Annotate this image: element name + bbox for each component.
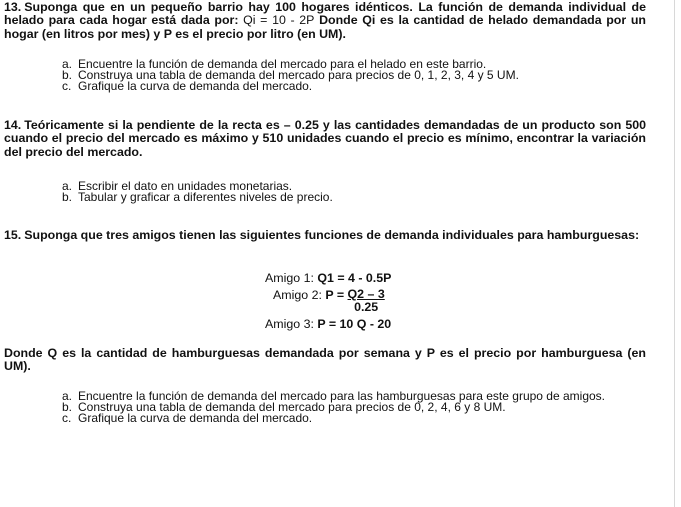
list-item: b. Construya una tabla de demanda del mercado para precios de 0, 2, 4, 6 y 8 UM. (62, 400, 506, 414)
question-14 (4, 119, 646, 159)
question-13-formula: Qi = 10 - 2P (243, 13, 315, 28)
list-item: c. Grafique la curva de demanda del mercado. (62, 79, 313, 93)
amigo-1-equation: Amigo 1: Q1 = 4 - 0.5P (265, 271, 392, 285)
question-13-number: 13. (4, 0, 22, 14)
amigo-2-fraction: $\frac{Q2 - 3}{0.25}$ (347, 287, 385, 314)
question-15-number: 15. (4, 228, 22, 242)
question-15-text-after: Donde Q es la cantidad de hamburguesas demandada por semana y P es el precio por hamburguesa (en UM). (4, 346, 646, 374)
question-14-subitems (62, 181, 662, 203)
page-edge-divider (674, 0, 675, 507)
question-13-text-2: Donde Qi es la cantidad de helado demandada por un hogar (en litros por mes) y P es el precio por litro (en UM). (4, 13, 646, 41)
question-14-number: 14. (4, 118, 22, 132)
question-14-text: Teóricamente si la pendiente de la recta es – 0.25 y las cantidades demandadas de un producto son 500 cuando el precio del mercado es máximo y 510 unidades cuando el precio es mínimo, encontrar la variación del precio del mercado. (4, 118, 646, 159)
list-item: b. Tabular y graficar a diferentes niveles de precio. (62, 190, 333, 204)
list-item: a. Escribir el dato en unidades monetarias. (62, 179, 293, 193)
list-item: b. Construya una tabla de demanda del mercado para precios de 0, 1, 2, 3, 4 y 5 UM. (62, 68, 519, 82)
question-15 (4, 229, 646, 242)
list-item: c. Grafique la curva de demanda del mercado. (62, 411, 313, 425)
question-13-text-1: Suponga que en un pequeño barrio hay 100 hogares idénticos. La función de demanda individual de helado para cada hogar está dada por: (4, 0, 646, 28)
list-item: a. Encuentre la función de demanda del mercado para las hamburguesas para este grupo de amigos. (62, 389, 605, 403)
amigo-3-equation: Amigo 3: P = 10 Q - 20 (265, 317, 392, 331)
question-15-text: Suponga que tres amigos tienen las siguientes funciones de demanda individuales para hamburguesas: (24, 228, 640, 242)
question-13-subitems (62, 59, 662, 92)
amigo-2-equation: Amigo 2: P = $\frac{Q2 - 3}{0.25}$ (273, 287, 385, 314)
list-item: a. Encuentre la función de demanda del mercado para el helado en este barrio. (62, 57, 487, 71)
question-15-subitems (62, 391, 662, 424)
question-13 (4, 1, 646, 41)
